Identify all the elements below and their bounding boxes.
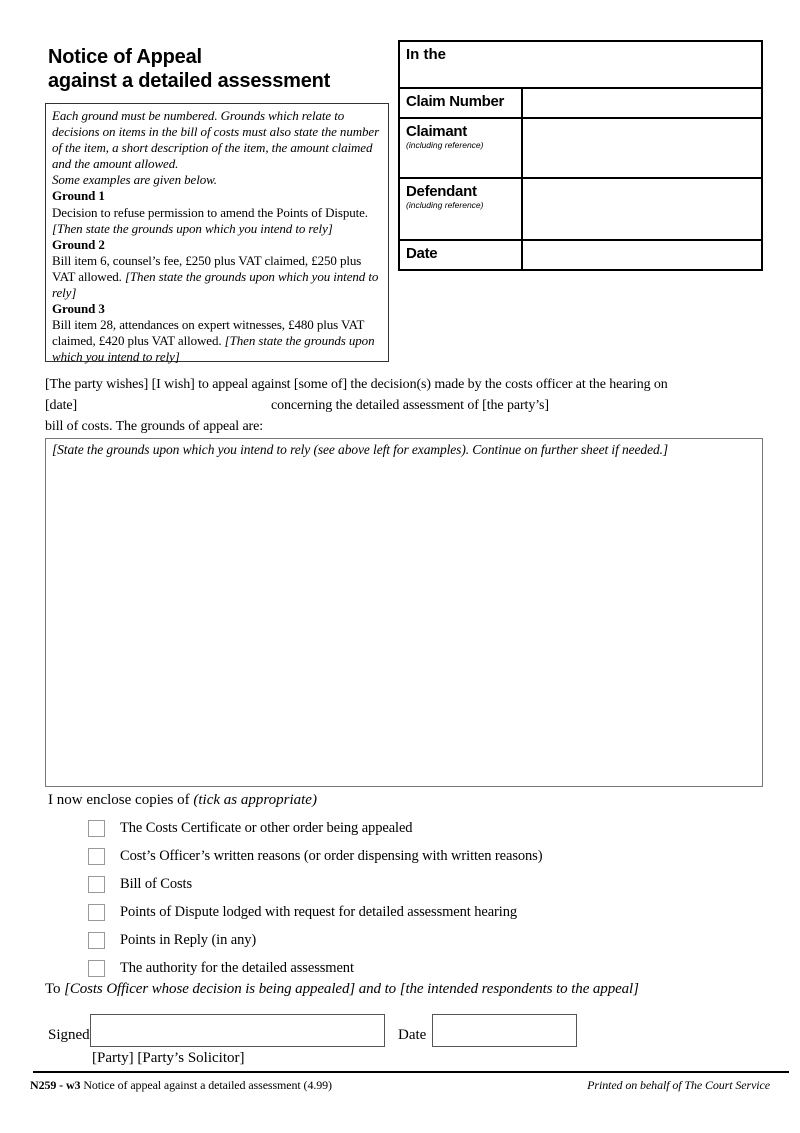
- ground-3-heading: Ground 3: [52, 301, 105, 317]
- enclosure-row-points-of-dispute: [48, 898, 542, 926]
- enclosure-row-authority: [48, 954, 542, 982]
- signed-label: Signed: [48, 1027, 90, 1043]
- enclosure-label: Bill of Costs: [120, 875, 193, 892]
- court-details-table: [398, 40, 763, 271]
- appeal-statement-line3: bill of costs. The grounds of appeal are:: [45, 419, 264, 434]
- guidance-box: [45, 103, 389, 365]
- claimant-label-cell: [400, 119, 521, 177]
- grounds-of-appeal-box[interactable]: [45, 438, 763, 787]
- appeal-statement-line2: [45, 395, 765, 416]
- to-recipients-line: To [Costs Officer whose decision is being appealed] and to [the intended respondents to the appeal]: [45, 981, 639, 997]
- enclosure-row-bill-of-costs: [48, 870, 542, 898]
- guidance-ground-2: [52, 237, 382, 301]
- signature-date-field[interactable]: [432, 1014, 577, 1047]
- party-note: [Party] [Party’s Solicitor]: [92, 1050, 245, 1066]
- enclosures-intro: I now enclose copies of (tick as appropriate): [48, 792, 317, 808]
- in-the-label: In the: [406, 46, 446, 63]
- appeal-statement-line1: [The party wishes] [I wish] to appeal against [some of] the decision(s) made by the costs officer at the hearing on: [45, 377, 668, 392]
- defendant-label-cell: [400, 179, 521, 239]
- costs-certificate-checkbox[interactable]: [88, 820, 105, 837]
- ground-2-heading: Ground 2: [52, 236, 105, 252]
- bill-of-costs-checkbox[interactable]: [88, 876, 105, 893]
- ground-1-heading: Ground 1: [52, 188, 105, 204]
- claim-number-label: Claim Number: [406, 93, 505, 110]
- points-in-reply-checkbox[interactable]: [88, 932, 105, 949]
- appeal-statement: [45, 374, 765, 437]
- page-title: [48, 45, 330, 93]
- hearing-date-blank[interactable]: [date]: [45, 398, 78, 413]
- enclosure-row-written-reasons: [48, 842, 542, 870]
- footer-divider: [33, 1071, 789, 1073]
- defendant-field[interactable]: [521, 179, 761, 239]
- claimant-sublabel: (including reference): [406, 140, 484, 150]
- guidance-ground-1: [52, 188, 382, 236]
- in-the-field[interactable]: [400, 42, 761, 87]
- page-title-line2: against a detailed assessment: [48, 70, 331, 92]
- points-of-dispute-checkbox[interactable]: [88, 904, 105, 921]
- enclosure-label: The Costs Certificate or other order being appealed: [120, 819, 413, 836]
- page-title-line1: Notice of Appeal: [48, 46, 202, 68]
- footer-form-reference: N259 - w3 Notice of appeal against a detailed assessment (4.99): [30, 1078, 332, 1092]
- defendant-sublabel: (including reference): [406, 200, 484, 210]
- authority-checkbox[interactable]: [88, 960, 105, 977]
- ground-3-text: Bill item 28, attendances on expert witnesses, £480 plus VAT claimed, £420 plus VAT allowed. [Then state the grounds upon which you intend to rely]: [52, 317, 375, 365]
- defendant-label: Defendant: [406, 183, 477, 200]
- footer: [30, 1078, 770, 1093]
- enclosure-label: Points in Reply (in any): [120, 931, 257, 948]
- claimant-label: Claimant: [406, 123, 467, 140]
- written-reasons-checkbox[interactable]: [88, 848, 105, 865]
- signature-field[interactable]: [90, 1014, 385, 1047]
- ground-2-text: Bill item 6, counsel’s fee, £250 plus VAT claimed, £250 plus VAT allowed. [Then state the grounds upon which you intend to rely]: [52, 252, 379, 301]
- enclosure-row-costs-certificate: [48, 814, 542, 842]
- appeal-statement-line2-rest: concerning the detailed assessment of [the party’s]: [271, 398, 549, 413]
- ground-1-text: Decision to refuse permission to amend the Points of Dispute. [Then state the grounds upon which you intend to rely]: [52, 204, 368, 236]
- signature-date-label: Date: [398, 1027, 427, 1043]
- footer-printed-note: Printed on behalf of The Court Service: [587, 1078, 770, 1092]
- grounds-box-placeholder: [State the grounds upon which you intend to rely (see above left for examples). Continue on further sheet if needed.]: [52, 442, 669, 457]
- enclosure-label: Points of Dispute lodged with request for detailed assessment hearing: [120, 903, 518, 920]
- enclosure-row-points-in-reply: [48, 926, 542, 954]
- guidance-intro: Each ground must be numbered. Grounds which relate to decisions on items in the bill of costs must also state the number of the item, a short description of the item, the amount claimed and the amount allowed.: [52, 108, 380, 172]
- claim-number-field[interactable]: [521, 89, 761, 117]
- guidance-intro2: Some examples are given below.: [52, 172, 217, 188]
- claimant-field[interactable]: [521, 119, 761, 177]
- enclosure-label: The authority for the detailed assessment: [120, 959, 354, 976]
- date-label: Date: [406, 245, 438, 262]
- enclosure-label: Cost’s Officer’s written reasons (or order dispensing with written reasons): [120, 847, 543, 864]
- date-field[interactable]: [521, 241, 761, 269]
- enclosures-list: [48, 814, 542, 982]
- guidance-ground-3: [52, 301, 382, 365]
